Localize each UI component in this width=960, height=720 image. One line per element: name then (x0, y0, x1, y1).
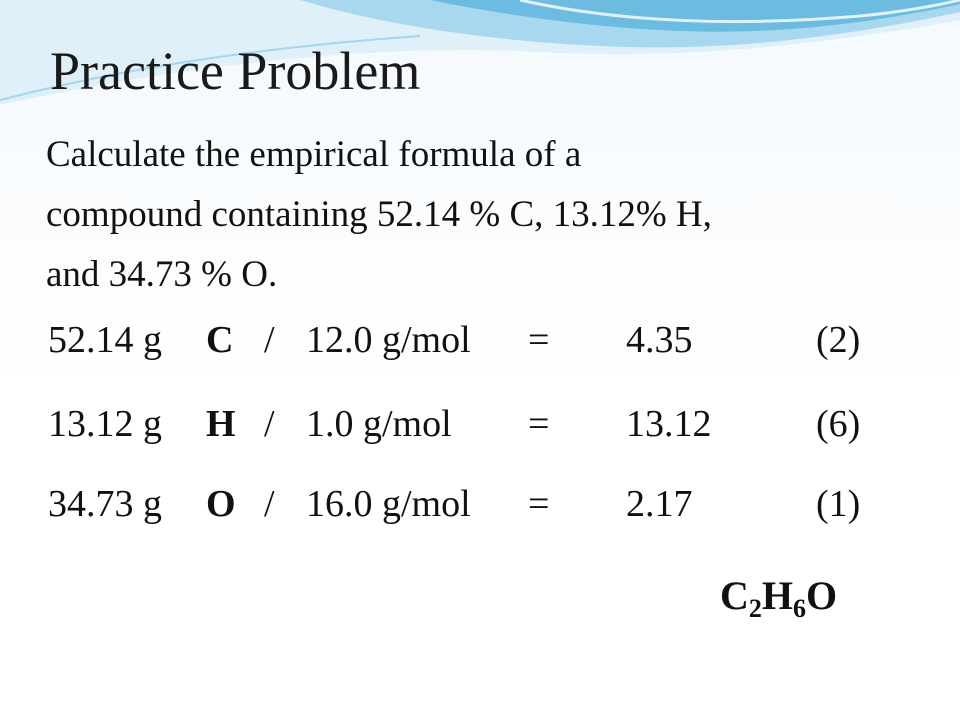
equals-sign: = (528, 319, 550, 361)
formula-element-symbol: C (720, 573, 749, 618)
moles-result: 13.12 (626, 403, 712, 445)
problem-statement (46, 125, 926, 305)
formula-subscript: 6 (793, 594, 807, 623)
molar-mass: 1.0 g/mol (306, 403, 452, 445)
mass-value: 34.73 g (48, 483, 162, 525)
element-symbol: H (206, 403, 236, 445)
empirical-formula (720, 572, 838, 623)
mass-value: 13.12 g (48, 403, 162, 445)
molar-mass: 12.0 g/mol (306, 319, 471, 361)
formula-element-symbol: O (806, 573, 838, 618)
slide-title: Practice Problem (50, 41, 421, 101)
mole-ratio: (6) (816, 403, 861, 445)
formula-subscript: 2 (748, 594, 762, 623)
mole-ratio: (2) (816, 319, 861, 361)
mole-ratio: (1) (816, 483, 861, 525)
division-sign: / (264, 403, 275, 445)
equals-sign: = (528, 483, 550, 525)
problem-line: Calculate the empirical formula of a (46, 134, 582, 175)
moles-result: 2.17 (626, 483, 693, 525)
equals-sign: = (528, 403, 550, 445)
formula-element-symbol: H (761, 573, 794, 618)
mass-value: 52.14 g (48, 319, 162, 361)
element-symbol: O (206, 483, 236, 525)
problem-line: compound containing 52.14 % C, 13.12% H, (46, 194, 712, 235)
problem-line: and 34.73 % O. (46, 254, 278, 295)
division-sign: / (264, 319, 275, 361)
molar-mass: 16.0 g/mol (306, 483, 471, 525)
division-sign: / (264, 483, 275, 525)
element-symbol: C (206, 319, 234, 361)
moles-result: 4.35 (626, 319, 693, 361)
